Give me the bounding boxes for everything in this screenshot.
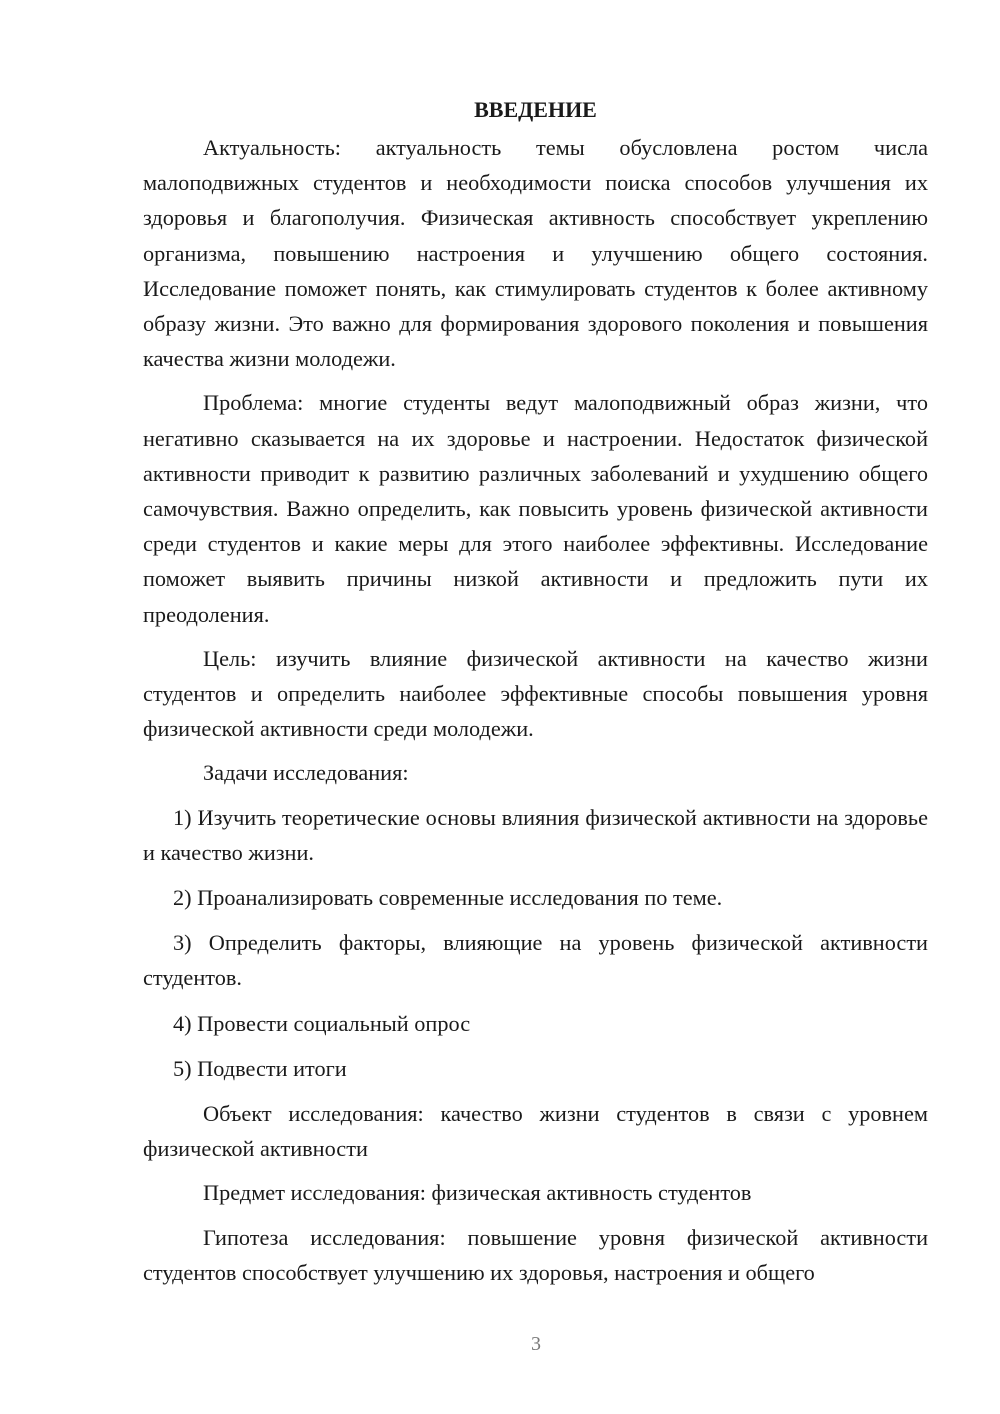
problem-paragraph: Проблема: многие студенты ведут малоподвижный образ жизни, что негативно сказывается на их здоровье и настроении. Недостаток физической активности приводит к развитию различных заболеваний и ухудшению общего самочувствия. Важно определить, как повысить уровень физической активности среди студентов и какие меры для этого наиболее эффективны. Исследование поможет выявить причины низкой активности и предложить пути их преодоления.: [143, 390, 928, 627]
section-heading: ВВЕДЕНИЕ: [474, 97, 597, 122]
task-item-2: 2) Проанализировать современные исследования по теме.: [173, 885, 723, 911]
relevance-paragraph: Актуальность: актуальность темы обусловлена ростом числа малоподвижных студентов и необходимости поиска способов улучшения их здоровья и благополучия. Физическая активность способствует укреплению организма, повышению настроения и улучшению общего состояния. Исследование поможет понять, как стимулировать студентов к более активному образу жизни. Это важно для формирования здорового поколения и повышения качества жизни молодежи.: [143, 135, 928, 372]
task-item-3: 3) Определить факторы, влияющие на уровень физической активности студентов.: [143, 930, 928, 991]
task-item-4: 4) Провести социальный опрос: [173, 1010, 471, 1036]
subject-paragraph: Предмет исследования: физическая активность студентов: [203, 1180, 752, 1206]
object-paragraph: Объект исследования: качество жизни студентов в связи с уровнем физической активности: [143, 1101, 928, 1162]
task-item-5: 5) Подвести итоги: [173, 1055, 347, 1081]
goal-paragraph: Цель: изучить влияние физической активности на качество жизни студентов и определить наиболее эффективные способы повышения уровня физической активности среди молодежи.: [143, 645, 928, 742]
page-number: 3: [531, 1333, 541, 1355]
hypothesis-paragraph: Гипотеза исследования: повышение уровня физической активности студентов способствует улучшению их здоровья, настроения и общего: [143, 1224, 928, 1285]
page-content: [143, 92, 928, 1299]
tasks-title: Задачи исследования:: [203, 760, 409, 786]
task-item-1: 1) Изучить теоретические основы влияния физической активности на здоровье и качество жизни.: [143, 804, 928, 865]
